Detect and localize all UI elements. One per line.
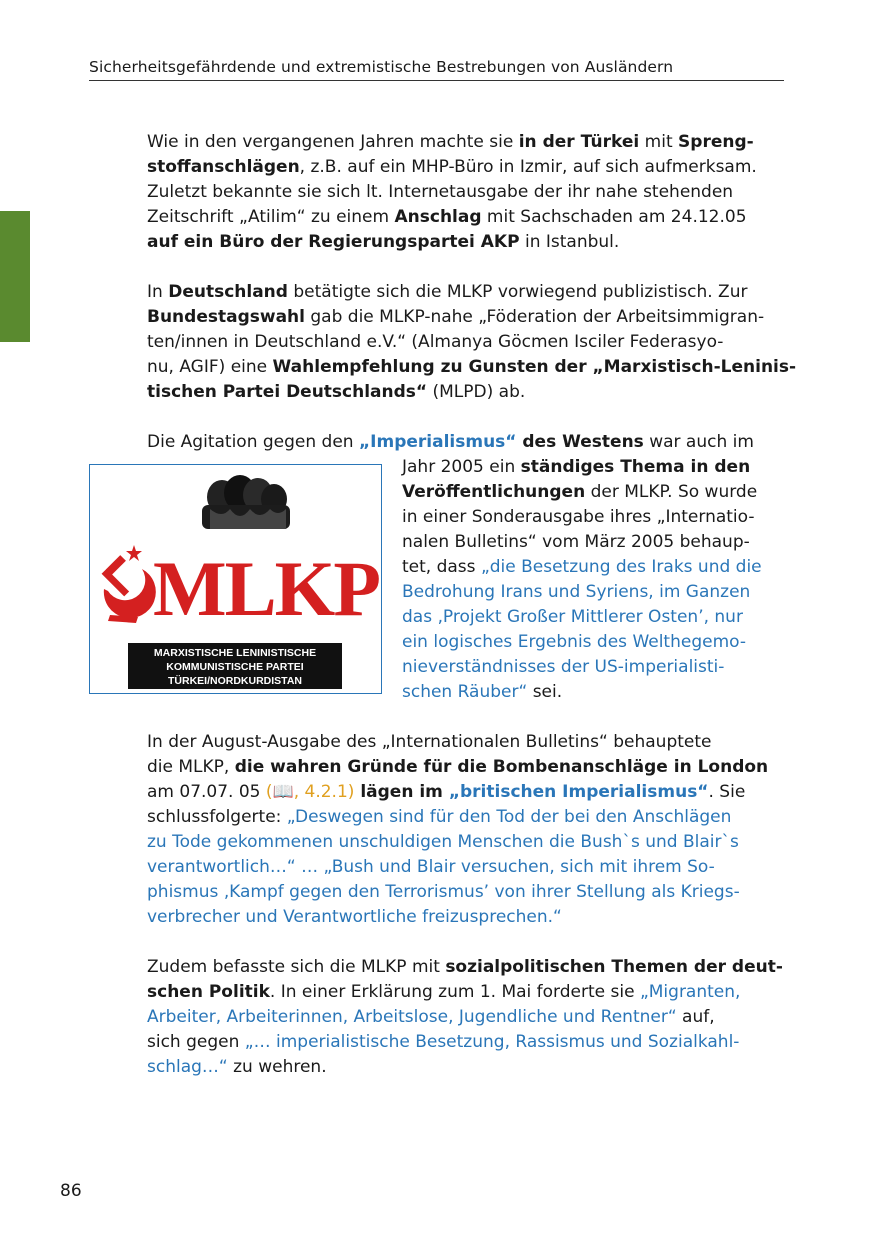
paragraph-1 (147, 130, 784, 255)
text-line: verbrecher und Verantwortliche freizusprechen.“ (147, 907, 562, 927)
text-line: ten/innen in Deutschland e.V.“ (Almanya Göcmen Isciler Federasyo- (147, 332, 724, 352)
text-line: die MLKP, die wahren Gründe für die Bombenanschläge in London (147, 757, 769, 777)
text-line: das ‚Projekt Großer Mittlerer Osten’, nur (402, 607, 743, 627)
text-line: Zeitschrift „Atilim“ zu einem Anschlag mit Sachschaden am 24.12.05 (147, 207, 747, 227)
text-line: Arbeiter, Arbeiterinnen, Arbeitslose, Jugendliche und Rentner“ auf, (147, 1007, 715, 1027)
text-line: In der August-Ausgabe des „Internationalen Bulletins“ behauptete (147, 732, 712, 752)
text-line: In Deutschland betätigte sich die MLKP vorwiegend publizistisch. Zur (147, 282, 748, 302)
banner-line-3: TÜRKEI/NORDKURDISTAN (168, 675, 302, 687)
party-name-banner (128, 643, 342, 689)
banner-line-2: KOMMUNISTISCHE PARTEI (166, 661, 304, 673)
chapter-tab-marker (0, 211, 30, 342)
text-line: Zudem befasste sich die MLKP mit sozialpolitischen Themen der deut- (147, 957, 783, 977)
text-line: schen Räuber“ sei. (402, 682, 563, 702)
text-line: zu Tode gekommenen unschuldigen Menschen die Bush`s und Blair`s (147, 832, 739, 852)
text-line: nalen Bulletins“ vom März 2005 behaup- (402, 532, 750, 552)
paragraph-2 (147, 280, 797, 405)
page-number: 86 (60, 1181, 82, 1201)
text-line: tet, dass „die Besetzung des Iraks und die (402, 557, 762, 577)
text-line: am 07.07. 05 (📖, 4.2.1) lägen im „britischen Imperialismus“. Sie (147, 782, 746, 802)
mlkp-logo (90, 465, 381, 693)
text-line: Wie in den vergangenen Jahren machte sie in der Türkei mit Spreng- (147, 132, 754, 152)
logo-text: MLKP (153, 545, 379, 632)
text-line: schen Politik. In einer Erklärung zum 1. Mai forderte sie „Migranten, (147, 982, 741, 1002)
portraits-image (202, 475, 290, 529)
text-line: Veröffentlichungen der MLKP. So wurde (402, 482, 758, 502)
text-line: schlussfolgerte: „Deswegen sind für den Tod der bei den Anschlägen (147, 807, 732, 827)
text-line: nieverständnisses der US-imperialisti- (402, 657, 725, 677)
running-header: Sicherheitsgefährdende und extremistische Bestrebungen von Ausländern (89, 58, 784, 81)
banner-line-1: MARXISTISCHE LENINISTISCHE (153, 647, 317, 659)
paragraph-4 (147, 730, 784, 930)
text-line: schlag…“ zu wehren. (147, 1057, 327, 1077)
mlkp-logo-figure (89, 464, 382, 694)
hammer-sickle-icon (102, 545, 156, 623)
text-line: nu, AGIF) eine Wahlempfehlung zu Gunsten der „Marxistisch-Leninis- (147, 357, 797, 377)
paragraph-5 (147, 955, 784, 1080)
text-line: Bundestagswahl gab die MLKP-nahe „Föderation der Arbeitsimmigran- (147, 307, 765, 327)
text-line: Zuletzt bekannte sie sich lt. Internetausgabe der ihr nahe stehenden (147, 182, 734, 202)
text-line: Jahr 2005 ein ständiges Thema in den (402, 457, 751, 477)
text-line: in einer Sonderausgabe ihres „Internatio- (402, 507, 755, 527)
text-line: sich gegen „… imperialistische Besetzung, Rassismus und Sozialkahl- (147, 1032, 740, 1052)
text-line: ein logisches Ergebnis des Welthegemo- (402, 632, 746, 652)
text-line: Bedrohung Irans und Syriens, im Ganzen (402, 582, 751, 602)
text-line: auf ein Büro der Regierungspartei AKP in Istanbul. (147, 232, 620, 252)
text-line: phismus ‚Kampf gegen den Terrorismus’ von ihrer Stellung als Kriegs- (147, 882, 740, 902)
text-line: Die Agitation gegen den „Imperialismus“ des Westens war auch im (147, 432, 754, 452)
text-line: verantwortlich…“ … „Bush und Blair versuchen, sich mit ihrem So- (147, 857, 715, 877)
text-line: tischen Partei Deutschlands“ (MLPD) ab. (147, 382, 526, 402)
book-reference-icon: 📖 (272, 782, 294, 802)
text-line: stoffanschlägen, z.B. auf ein MHP-Büro in Izmir, auf sich aufmerksam. (147, 157, 757, 177)
